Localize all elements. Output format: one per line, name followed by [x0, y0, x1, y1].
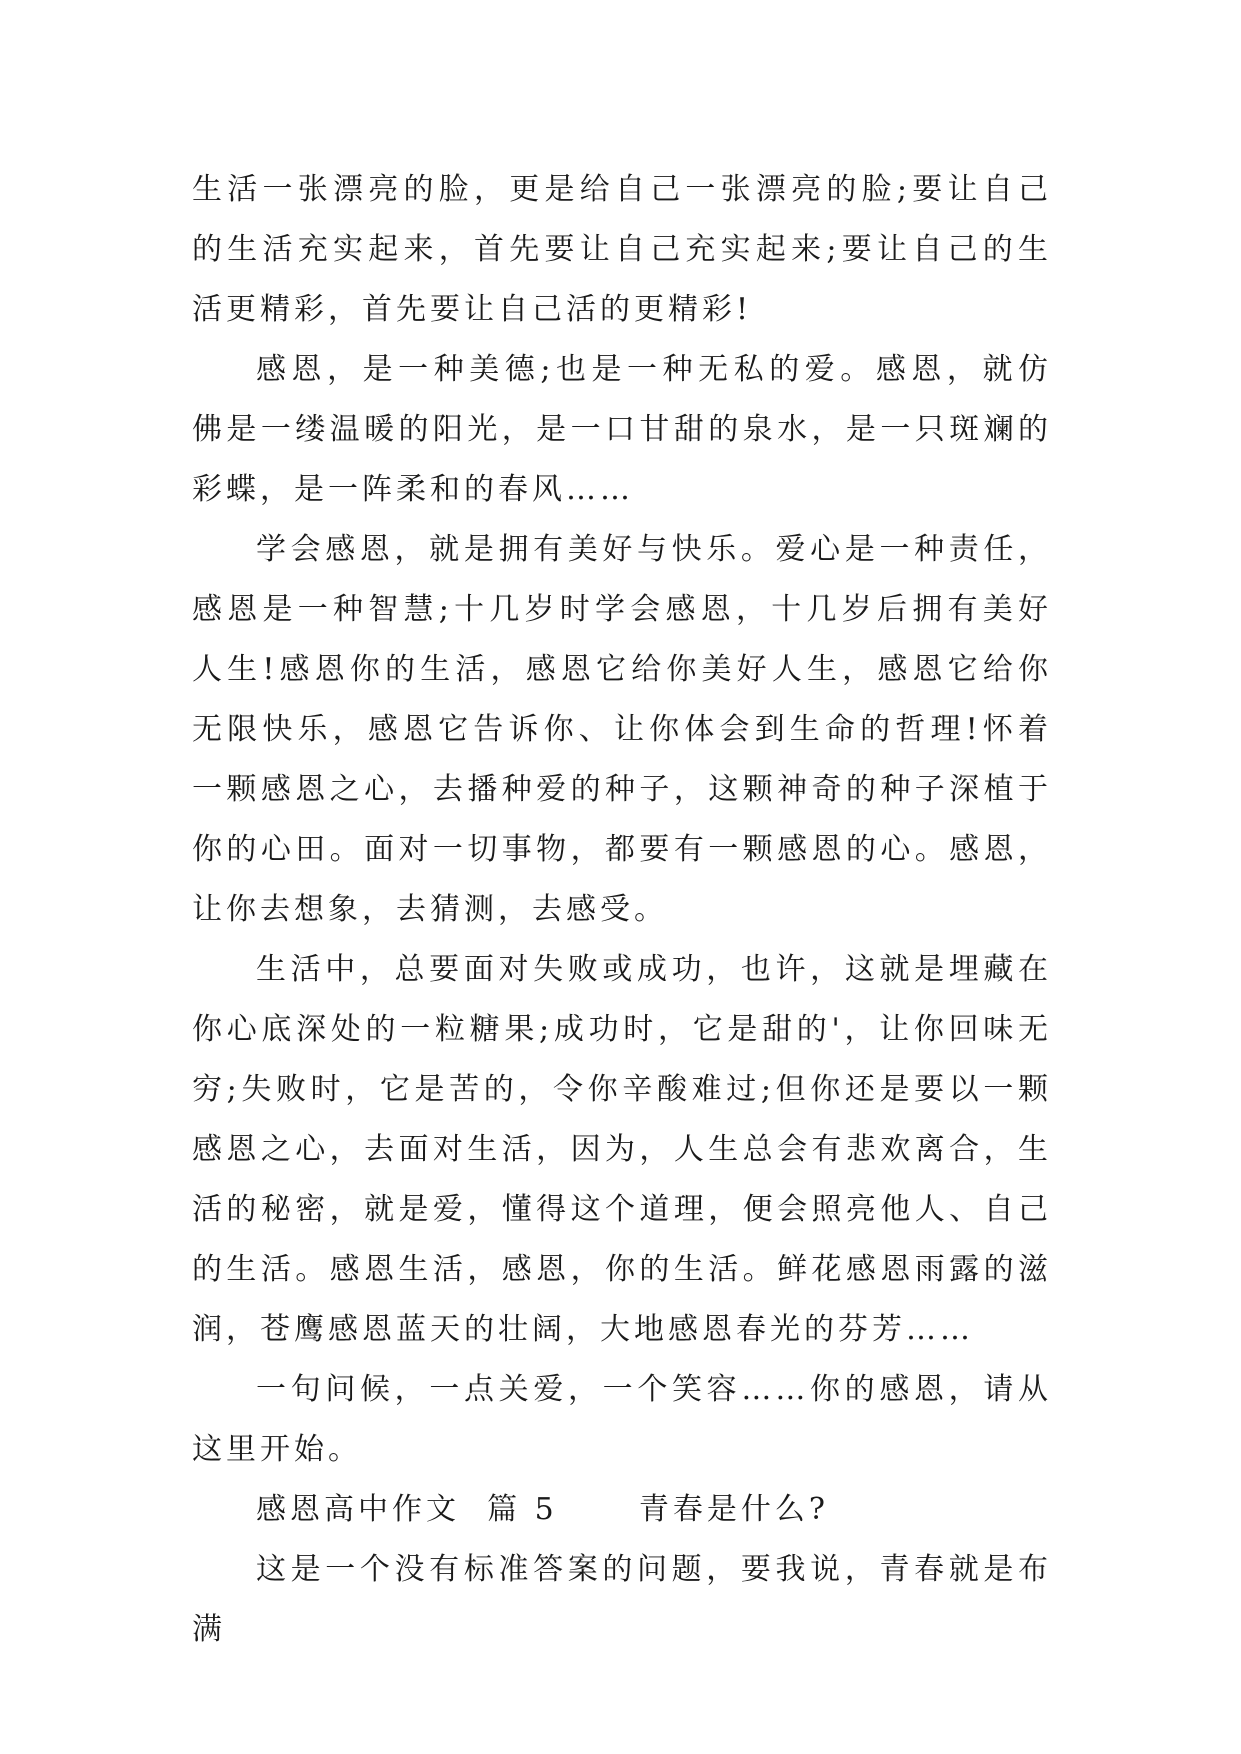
paragraph-2: 感恩，是一种美德;也是一种无私的爱。感恩，就仿佛是一缕温暖的阳光，是一口甘甜的泉水，是一只斑斓的彩蝶，是一阵柔和的春风…… [192, 352, 1052, 507]
essay-body [192, 160, 1052, 1660]
paragraph-1: 生活一张漂亮的脸，更是给自己一张漂亮的脸;要让自己的生活充实起来，首先要让自己充实起来;要让自己的生活更精彩，首先要让自己活的更精彩! [192, 172, 1052, 327]
paragraph-4: 生活中，总要面对失败或成功，也许，这就是埋藏在你心底深处的一粒糖果;成功时，它是甜的'，让你回味无穷;失败时，它是苦的，令你辛酸难过;但你还是要以一颗感恩之心，去面对生活，因为，人生总会有悲欢离合，生活的秘密，就是爱，懂得这个道理，便会照亮他人、自己的生活。感恩生活，感恩，你的生活。鲜花感恩雨露的滋润，苍鹰感恩蓝天的壮阔，大地感恩春光的芬芳…… [192, 952, 1052, 1347]
section-number: 篇 5 [487, 1492, 558, 1527]
closing-paragraph: 这是一个没有标准答案的问题，要我说，青春就是布满 [192, 1552, 1052, 1647]
paragraph-5: 一句问候，一点关爱，一个笑容……你的感恩，请从这里开始。 [192, 1372, 1052, 1467]
section-title: 感恩高中作文 [256, 1492, 460, 1527]
section-subtitle: 青春是什么? [638, 1492, 830, 1527]
section-heading [192, 1480, 1052, 1540]
paragraph-3: 学会感恩，就是拥有美好与快乐。爱心是一种责任，感恩是一种智慧;十几岁时学会感恩，十几岁后拥有美好人生!感恩你的生活，感恩它给你美好人生，感恩它给你无限快乐，感恩它告诉你、让你体会到生命的哲理!怀着一颗感恩之心，去播种爱的种子，这颗神奇的种子深植于你的心田。面对一切事物，都要有一颗感恩的心。感恩，让你去想象，去猜测，去感受。 [192, 532, 1052, 927]
